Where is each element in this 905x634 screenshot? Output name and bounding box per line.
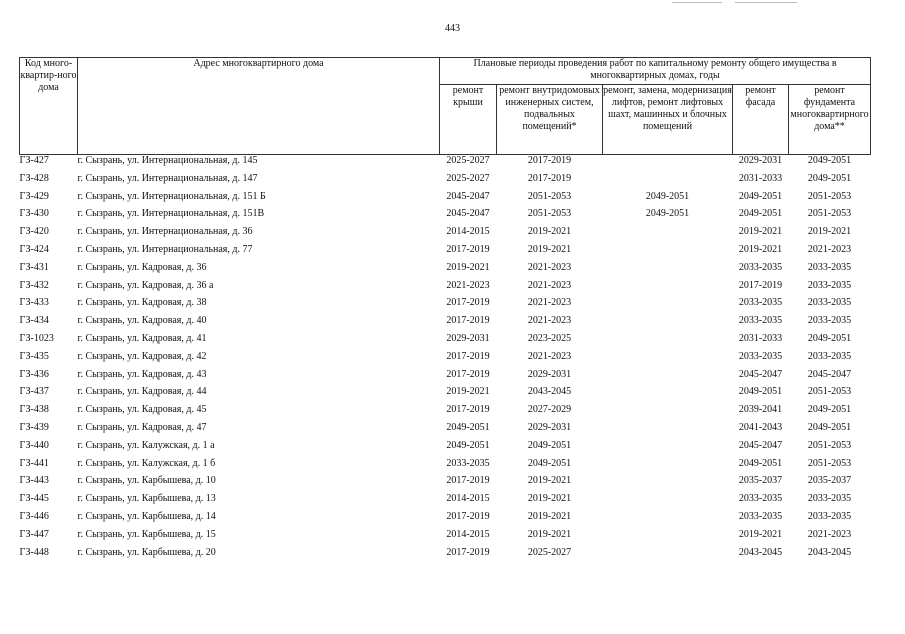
table-row [20, 529, 871, 547]
elevator-period-cell [603, 155, 733, 173]
engineering-period-cell: 2029-2031 [527, 421, 572, 433]
facade-period-cell: 2031-2033 [738, 172, 783, 184]
foundation-period-cell: 2049-2051 [807, 404, 852, 416]
house-address-cell: г. Сызрань, ул. Кадровая, д. 42 [77, 350, 207, 362]
foundation-period-cell: 2051-2053 [807, 208, 852, 220]
house-code-cell: ГЗ-440 [19, 439, 49, 451]
elevator-period-cell [603, 226, 733, 244]
roof-period-cell: 2017-2019 [446, 315, 490, 327]
facade-period-cell: 2019-2021 [738, 528, 783, 540]
table-row [20, 191, 871, 209]
facade-period-cell: 2049-2051 [738, 386, 783, 398]
engineering-period-cell: 2019-2021 [527, 226, 572, 238]
engineering-period-cell: 2019-2021 [527, 493, 572, 505]
house-code-cell: ГЗ-433 [19, 297, 49, 309]
table-row [20, 386, 871, 404]
roof-period-cell: 2017-2019 [446, 475, 490, 487]
header-facade: ремонт фасада [733, 85, 789, 155]
engineering-period-cell: 2021-2023 [527, 261, 572, 273]
house-code-cell: ГЗ-429 [19, 190, 49, 202]
foundation-period-cell: 2021-2023 [807, 528, 852, 540]
foundation-period-cell: 2051-2053 [807, 386, 852, 398]
page-number: 443 [445, 23, 460, 34]
roof-period-cell: 2017-2019 [446, 297, 490, 309]
elevator-period-cell [603, 244, 733, 262]
table-row [20, 404, 871, 422]
house-code-cell: ГЗ-430 [19, 208, 49, 220]
elevator-period-cell [603, 475, 733, 493]
house-code-cell: ГЗ-438 [19, 404, 49, 416]
roof-period-cell: 2045-2047 [446, 208, 490, 220]
elevator-period-cell [603, 404, 733, 422]
facade-period-cell: 2049-2051 [738, 190, 783, 202]
roof-period-cell: 2017-2019 [446, 510, 490, 522]
facade-period-cell: 2019-2021 [738, 226, 783, 238]
engineering-period-cell: 2019-2021 [527, 510, 572, 522]
elevator-period-cell [603, 493, 733, 511]
foundation-period-cell: 2051-2053 [807, 457, 852, 469]
facade-period-cell: 2019-2021 [738, 243, 783, 255]
roof-period-cell: 2025-2027 [446, 155, 490, 166]
roof-period-cell: 2045-2047 [446, 190, 490, 202]
engineering-period-cell: 2017-2019 [527, 172, 572, 184]
roof-period-cell: 2017-2019 [446, 350, 490, 362]
facade-period-cell: 2039-2041 [738, 404, 783, 416]
facade-period-cell: 2045-2047 [738, 439, 783, 451]
table-row [20, 440, 871, 458]
header-address: Адрес многоквартирного дома [78, 58, 440, 155]
roof-period-cell: 2017-2019 [446, 546, 490, 558]
engineering-period-cell: 2019-2021 [527, 243, 572, 255]
roof-period-cell: 2019-2021 [446, 261, 490, 273]
facade-period-cell: 2029-2031 [738, 155, 783, 166]
engineering-period-cell: 2021-2023 [527, 279, 572, 291]
facade-period-cell: 2045-2047 [738, 368, 783, 380]
engineering-period-cell: 2027-2029 [527, 404, 572, 416]
engineering-period-cell: 2019-2021 [527, 475, 572, 487]
house-address-cell: г. Сызрань, ул. Карбышева, д. 10 [77, 475, 216, 487]
header-code: Код много-квартир-ного дома [20, 58, 78, 155]
table-row [20, 458, 871, 476]
facade-period-cell: 2033-2035 [738, 297, 783, 309]
table-row [20, 369, 871, 387]
roof-period-cell: 2014-2015 [446, 226, 490, 238]
facade-period-cell: 2031-2033 [738, 332, 783, 344]
foundation-period-cell: 2033-2035 [807, 297, 852, 309]
table-row [20, 333, 871, 351]
house-address-cell: г. Сызрань, ул. Карбышева, д. 15 [77, 528, 216, 540]
roof-period-cell: 2025-2027 [446, 172, 490, 184]
scan-edge-line [735, 2, 797, 3]
facade-period-cell: 2017-2019 [738, 279, 783, 291]
elevator-period-cell [603, 297, 733, 315]
house-code-cell: ГЗ-432 [19, 279, 49, 291]
foundation-period-cell: 2045-2047 [807, 368, 852, 380]
elevator-period-cell [603, 386, 733, 404]
roof-period-cell: 2019-2021 [446, 386, 490, 398]
engineering-period-cell: 2043-2045 [527, 386, 572, 398]
roof-period-cell: 2014-2015 [446, 493, 490, 505]
elevator-period-cell [603, 351, 733, 369]
foundation-period-cell: 2021-2023 [807, 243, 852, 255]
table-row [20, 155, 871, 173]
table-row [20, 297, 871, 315]
house-address-cell: г. Сызрань, ул. Кадровая, д. 36 а [77, 279, 214, 291]
foundation-period-cell: 2049-2051 [807, 172, 852, 184]
house-address-cell: г. Сызрань, ул. Кадровая, д. 43 [77, 368, 207, 380]
roof-period-cell: 2033-2035 [446, 457, 490, 469]
foundation-period-cell: 2049-2051 [807, 421, 852, 433]
elevator-period-cell [603, 547, 733, 565]
house-code-cell: ГЗ-448 [19, 546, 49, 558]
elevator-period-cell [603, 458, 733, 476]
facade-period-cell: 2035-2037 [738, 475, 783, 487]
house-address-cell: г. Сызрань, ул. Кадровая, д. 44 [77, 386, 207, 398]
foundation-period-cell: 2051-2053 [807, 439, 852, 451]
house-code-cell: ГЗ-439 [19, 421, 49, 433]
foundation-period-cell: 2051-2053 [807, 190, 852, 202]
facade-period-cell: 2033-2035 [738, 510, 783, 522]
engineering-period-cell: 2051-2053 [527, 190, 572, 202]
elevator-period-cell [603, 422, 733, 440]
house-address-cell: г. Сызрань, ул. Кадровая, д. 41 [77, 332, 207, 344]
elevator-period-cell: 2049-2051 [645, 190, 690, 202]
roof-period-cell: 2049-2051 [446, 421, 490, 433]
house-address-cell: г. Сызрань, ул. Интернациональная, д. 147 [77, 172, 258, 184]
house-code-cell: ГЗ-447 [19, 528, 49, 540]
foundation-period-cell: 2033-2035 [807, 279, 852, 291]
facade-period-cell: 2033-2035 [738, 350, 783, 362]
house-code-cell: ГЗ-437 [19, 386, 49, 398]
roof-period-cell: 2017-2019 [446, 368, 490, 380]
table-body [20, 155, 871, 565]
table-row [20, 315, 871, 333]
elevator-period-cell [603, 280, 733, 298]
house-code-cell: ГЗ-443 [19, 475, 49, 487]
house-address-cell: г. Сызрань, ул. Кадровая, д. 45 [77, 404, 207, 416]
house-code-cell: ГЗ-420 [19, 226, 49, 238]
facade-period-cell: 2049-2051 [738, 457, 783, 469]
house-code-cell: ГЗ-431 [19, 261, 49, 273]
engineering-period-cell: 2025-2027 [527, 546, 572, 558]
house-code-cell: ГЗ-1023 [19, 332, 54, 344]
capital-repair-table [19, 57, 871, 564]
roof-period-cell: 2017-2019 [446, 404, 490, 416]
house-address-cell: г. Сызрань, ул. Калужская, д. 1 а [77, 439, 215, 451]
roof-period-cell: 2029-2031 [446, 332, 490, 344]
facade-period-cell: 2033-2035 [738, 315, 783, 327]
house-code-cell: ГЗ-446 [19, 510, 49, 522]
table-row [20, 475, 871, 493]
foundation-period-cell: 2033-2035 [807, 350, 852, 362]
engineering-period-cell: 2029-2031 [527, 368, 572, 380]
table-row [20, 511, 871, 529]
engineering-period-cell: 2019-2021 [527, 528, 572, 540]
elevator-period-cell [603, 440, 733, 458]
house-address-cell: г. Сызрань, ул. Карбышева, д. 13 [77, 493, 216, 505]
foundation-period-cell: 2033-2035 [807, 510, 852, 522]
house-code-cell: ГЗ-424 [19, 243, 49, 255]
house-code-cell: ГЗ-428 [19, 172, 49, 184]
header-elevators: ремонт, замена, модернизация лифтов, ремонт лифтовых шахт, машинных и блочных помещений [603, 85, 733, 155]
foundation-period-cell: 2033-2035 [807, 315, 852, 327]
house-address-cell: г. Сызрань, ул. Интернациональная, д. 151 Б [77, 190, 266, 202]
facade-period-cell: 2049-2051 [738, 208, 783, 220]
house-code-cell: ГЗ-436 [19, 368, 49, 380]
house-address-cell: г. Сызрань, ул. Интернациональная, д. 145 [77, 155, 258, 166]
engineering-period-cell: 2049-2051 [527, 439, 572, 451]
table-row [20, 244, 871, 262]
foundation-period-cell: 2049-2051 [807, 332, 852, 344]
house-code-cell: ГЗ-434 [19, 315, 49, 327]
facade-period-cell: 2033-2035 [738, 261, 783, 273]
table-row [20, 280, 871, 298]
facade-period-cell: 2041-2043 [738, 421, 783, 433]
foundation-period-cell: 2019-2021 [807, 226, 852, 238]
header-engineering: ремонт внутридомовых инженерных систем, подвальных помещений* [497, 85, 603, 155]
foundation-period-cell: 2033-2035 [807, 493, 852, 505]
table-row [20, 351, 871, 369]
roof-period-cell: 2014-2015 [446, 528, 490, 540]
house-address-cell: г. Сызрань, ул. Кадровая, д. 47 [77, 421, 207, 433]
house-code-cell: ГЗ-445 [19, 493, 49, 505]
elevator-period-cell [603, 369, 733, 387]
table-row [20, 262, 871, 280]
house-address-cell: г. Сызрань, ул. Калужская, д. 1 б [77, 457, 216, 469]
elevator-period-cell: 2049-2051 [645, 208, 690, 220]
table-row [20, 208, 871, 226]
house-address-cell: г. Сызрань, ул. Интернациональная, д. 151В [77, 208, 265, 220]
roof-period-cell: 2049-2051 [446, 439, 490, 451]
house-address-cell: г. Сызрань, ул. Карбышева, д. 14 [77, 510, 216, 522]
roof-period-cell: 2021-2023 [446, 279, 490, 291]
engineering-period-cell: 2021-2023 [527, 350, 572, 362]
table-row [20, 173, 871, 191]
house-address-cell: г. Сызрань, ул. Кадровая, д. 38 [77, 297, 207, 309]
header-foundation: ремонт фундамента многоквартирного дома** [789, 85, 871, 155]
engineering-period-cell: 2017-2019 [527, 155, 572, 166]
foundation-period-cell: 2049-2051 [807, 155, 852, 166]
elevator-period-cell [603, 173, 733, 191]
engineering-period-cell: 2021-2023 [527, 297, 572, 309]
house-code-cell: ГЗ-435 [19, 350, 49, 362]
foundation-period-cell: 2035-2037 [807, 475, 852, 487]
engineering-period-cell: 2023-2025 [527, 332, 572, 344]
house-address-cell: г. Сызрань, ул. Карбышева, д. 20 [77, 546, 216, 558]
house-code-cell: ГЗ-427 [19, 155, 49, 166]
house-code-cell: ГЗ-441 [19, 457, 49, 469]
scan-edge-line [672, 2, 722, 3]
house-address-cell: г. Сызрань, ул. Кадровая, д. 36 [77, 261, 207, 273]
house-address-cell: г. Сызрань, ул. Кадровая, д. 40 [77, 315, 207, 327]
engineering-period-cell: 2021-2023 [527, 315, 572, 327]
roof-period-cell: 2017-2019 [446, 243, 490, 255]
elevator-period-cell [603, 262, 733, 280]
foundation-period-cell: 2033-2035 [807, 261, 852, 273]
elevator-period-cell [603, 315, 733, 333]
header-roof: ремонт крыши [440, 85, 497, 155]
header-periods: Плановые периоды проведения работ по капитальному ремонту общего имущества в многоквартирных домах, годы [440, 58, 871, 85]
foundation-period-cell: 2043-2045 [807, 546, 852, 558]
house-address-cell: г. Сызрань, ул. Интернациональная, д. 77 [77, 243, 253, 255]
facade-period-cell: 2033-2035 [738, 493, 783, 505]
facade-period-cell: 2043-2045 [738, 546, 783, 558]
table-row [20, 422, 871, 440]
house-address-cell: г. Сызрань, ул. Интернациональная, д. 36 [77, 226, 253, 238]
elevator-period-cell [603, 333, 733, 351]
engineering-period-cell: 2049-2051 [527, 457, 572, 469]
table-row [20, 493, 871, 511]
elevator-period-cell [603, 511, 733, 529]
elevator-period-cell [603, 529, 733, 547]
table-row [20, 547, 871, 565]
table-row [20, 226, 871, 244]
engineering-period-cell: 2051-2053 [527, 208, 572, 220]
